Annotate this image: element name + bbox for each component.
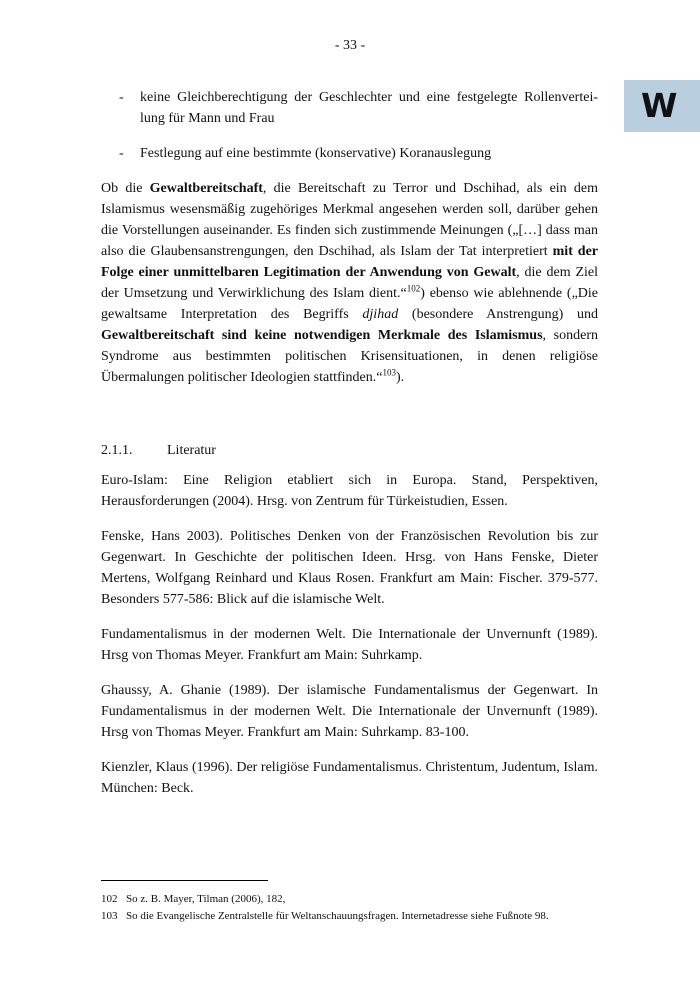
literature-entry: Ghaussy, A. Ghanie (1989). Der islamische Fundamentalismus der Gegenwart. In Fundamentalismus in der modernen Welt. Die Internationale der Unvernunft (1989). Hrsg von Thomas Meyer. Frankfurt am Main: Suhrkamp. 83-100. [101,683,598,740]
literature-entry: Fenske, Hans 2003). Politisches Denken von der Französischen Revolution bis zur Gegenwart. In Geschichte der politischen Ideen. Hrsg. von Hans Fenske, Dieter Mertens, Wolfgang Reinhard und Klaus Rosen. Frankfurt am Main: Fischer. 379-577. Besonders 577-586: Blick auf die islamische Welt. [101,529,598,607]
body-paragraph: Ob die Gewaltbereitschaft, die Bereitschaft zu Terror und Dschihad, als ein dem Islamismus wesensmäßig zugehöriges Merkmal angesehen werden soll, darüber gehen die Vorstellungen auseinander. Es finden sich zustimmende Meinungen („[…] dass man also die Glaubensanstrengungen, den Dschihad, als Islam der Tat interpretiert mit der Folge einer unmittelbaren Legitimation der Anwendung von Gewalt, die dem Ziel der Umsetzung und Verwirklichung des Islam dient.“$^{102}$) ebenso wie ablehnende („Die gewaltsame Interpretation des Begriffs djihad (besondere Anstrengung) und Gewaltbereitschaft sind keine notwendigen Merkmale des Islamismus, sondern Syndrome aus bestimmten politischen Krisensituationen, in denen religiöse Übermalungen politischer Ideologien stattfinden.“$^{103}$). [101,181,599,385]
section-heading [101,440,216,461]
literature-entry: Fundamentalismus in der modernen Welt. Die Internationale der Unvernunft (1989). Hrsg von Thomas Meyer. Frankfurt am Main: Suhrkamp. [101,627,598,663]
literature-entry: Euro-Islam: Eine Religion etabliert sich in Europa. Stand, Perspektiven, Herausforderungen (2004). Hrsg. von Zentrum für Türkeistudien, Essen. [101,473,598,509]
literature-entry: Kienzler, Klaus (1996). Der religiöse Fundamentalismus. Christentum, Judentum, Islam. München: Beck. [101,760,598,796]
footnote-text: So z. B. Mayer, Tilman (2006), 182, [126,893,286,905]
bullet-text: Festlegung auf eine bestimmte (konservative) Koranauslegung [140,146,492,161]
section-title: Literatur [167,443,216,458]
footnote-text: So die Evangelische Zentralstelle für Weltanschauungsfragen. Internetadresse siehe Fußnote 98. [126,910,549,922]
bullet-text: keine Gleichberechtigung der Geschlechter und eine festgelegte Rollenvertei-lung für Mann und Frau [140,90,598,126]
page-number: - 33 - [334,38,366,53]
bullet-item [119,143,598,164]
footnote-number: 102 [101,893,118,905]
bullet-dash: - [119,146,124,161]
footnote [101,891,285,907]
footnote [101,908,549,924]
bullet-item [119,87,598,129]
bullet-dash: - [119,90,124,105]
footnote-number: 103 [101,910,118,922]
chapter-tab-logo: W [641,86,676,125]
footnote-divider [101,880,268,881]
section-number: 2.1.1. [101,443,133,458]
